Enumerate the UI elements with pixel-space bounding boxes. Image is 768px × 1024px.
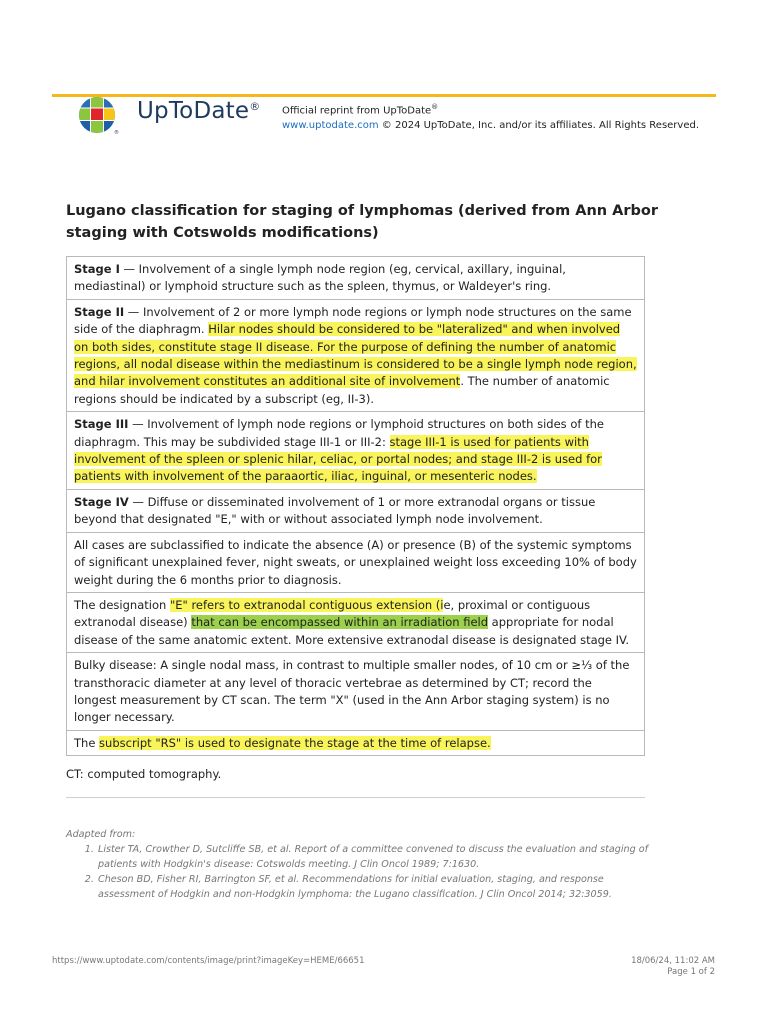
table-cell [67, 532, 645, 592]
highlighted-text: subscript "RS" is used to designate the stage at the time of relapse. [99, 735, 491, 750]
row-text: — Involvement of 2 or more lymph node regions or lymph node structures on the same side of the diaphragm. [74, 304, 632, 337]
table-row [67, 489, 645, 532]
brand-name: UpToDate® [137, 98, 261, 124]
uptodate-logo-icon [78, 97, 118, 135]
row-text: e, proximal or contiguous extranodal disease) [74, 597, 591, 630]
copyright-text: © 2024 UpToDate, Inc. and/or its affiliates. All Rights Reserved. [381, 120, 700, 132]
stage-label: Stage IV [74, 494, 129, 509]
svg-text:®: ® [114, 130, 119, 136]
stage-label: Stage I [74, 262, 120, 276]
table-row [67, 412, 645, 490]
highlighted-text: "E" refers to extranodal contiguous extension (i [169, 597, 444, 612]
table-cell [67, 653, 645, 731]
reference-item: 1. Lister TA, Crowther D, Sutcliffe SB, et al. Report of a committee convened to discuss the evaluation and staging of patients with Hodgkin's disease: Cotswolds meeting. J Clin Oncol 1989; 7:1630. [97, 842, 656, 872]
row-text: — Involvement of lymph node regions or lymphoid structures on both sides of the diaphragm. This may be subdivided stage III-1 or III-2: [74, 417, 604, 449]
brand-registered-mark: ® [249, 100, 261, 113]
references [66, 827, 656, 902]
table-row [67, 653, 645, 731]
reference-list [97, 842, 656, 902]
staging-table [66, 256, 645, 756]
section-divider [66, 797, 645, 798]
highlighted-text: Hilar nodes should be considered to be "lateralized" and when involved on both sides, constitute stage II disease. For the purpose of defining the number of anatomic regions, all nodal disease within the mediastinum is considered to be a single lymph node region, and hilar involvement constitutes an additional site of involvement [74, 322, 637, 389]
reprint-line: Official reprint from UpToDate [282, 105, 432, 117]
page-title: Lugano classification for staging of lymphomas (derived from Ann Arbor staging with Cotswolds modifications) [66, 203, 659, 241]
table-cell [67, 412, 645, 490]
table-cell [67, 299, 645, 411]
table-row [67, 299, 645, 411]
reprint-registered-mark: ® [431, 103, 439, 111]
table-cell [67, 257, 645, 300]
row-text: . The number of anatomic regions should be indicated by a subscript (eg, II-3). [74, 374, 610, 406]
table-row [67, 257, 645, 300]
stage-label: Stage III [74, 417, 129, 432]
footer-url: https://www.uptodate.com/contents/image/print?imageKey=HEME/66651 [52, 956, 365, 966]
table-row [67, 532, 645, 592]
stage-label: Stage II [74, 304, 125, 319]
table-cell [67, 592, 645, 652]
table-row [67, 592, 645, 652]
table-row [67, 730, 645, 755]
row-text: The [74, 735, 100, 750]
print-datetime: 18/06/24, 11:02 AM [631, 956, 715, 966]
row-text: The designation [74, 597, 170, 612]
header-accent-bar [52, 94, 716, 97]
table-cell [67, 489, 645, 532]
table-cell [67, 730, 645, 755]
site-link[interactable]: www.uptodate.com [282, 120, 379, 132]
highlighted-text-green: that can be encompassed within an irradiation field [191, 615, 489, 630]
page-number: Page 1 of 2 [667, 967, 715, 977]
highlighted-text: stage III-1 is used for patients with involvement of the spleen or splenic hilar, celiac, or portal nodes; and stage III-2 is used for patients with involvement of the paraaortic, iliac, inguinal, or mesenteric nodes. [74, 434, 602, 484]
reference-item: 2. Cheson BD, Fisher RI, Barrington SF, et al. Recommendations for initial evaluation, staging, and response assessment of Hodgkin and non-Hodgkin lymphoma: the Lugano classification. J Clin Oncol 2014; 32:3059. [97, 872, 656, 902]
row-text: Bulky disease: A single nodal mass, in contrast to multiple smaller nodes, of 10 cm or ≥⅓ of the transthoracic diameter at any level of thoracic vertebrae as determined by CT; record the longest measurement by CT scan. The term "X" (used in the Ann Arbor staging system) is no longer necessary. [74, 658, 630, 725]
reprint-info [282, 100, 699, 133]
abbreviation-note: CT: computed tomography. [66, 767, 222, 781]
row-text: All cases are subclassified to indicate the absence (A) or presence (B) of the systemic symptoms of significant unexplained fever, night sweats, or unexplained weight loss exceeding 10% of body weight during the 6 months prior to diagnosis. [74, 537, 637, 587]
row-text: appropriate for nodal disease of the same anatomic extent. More extensive extranodal disease is designated stage IV. [74, 615, 630, 647]
row-text: — Diffuse or disseminated involvement of 1 or more extranodal organs or tissue beyond that designated "E," with or without associated lymph node involvement. [74, 494, 596, 527]
row-text: — Involvement of a single lymph node region (eg, cervical, axillary, inguinal, mediastinal) or lymphoid structure such as the spleen, thymus, or Waldeyer's ring. [74, 262, 566, 294]
references-heading: Adapted from: [66, 829, 136, 840]
footer-meta [631, 956, 715, 978]
